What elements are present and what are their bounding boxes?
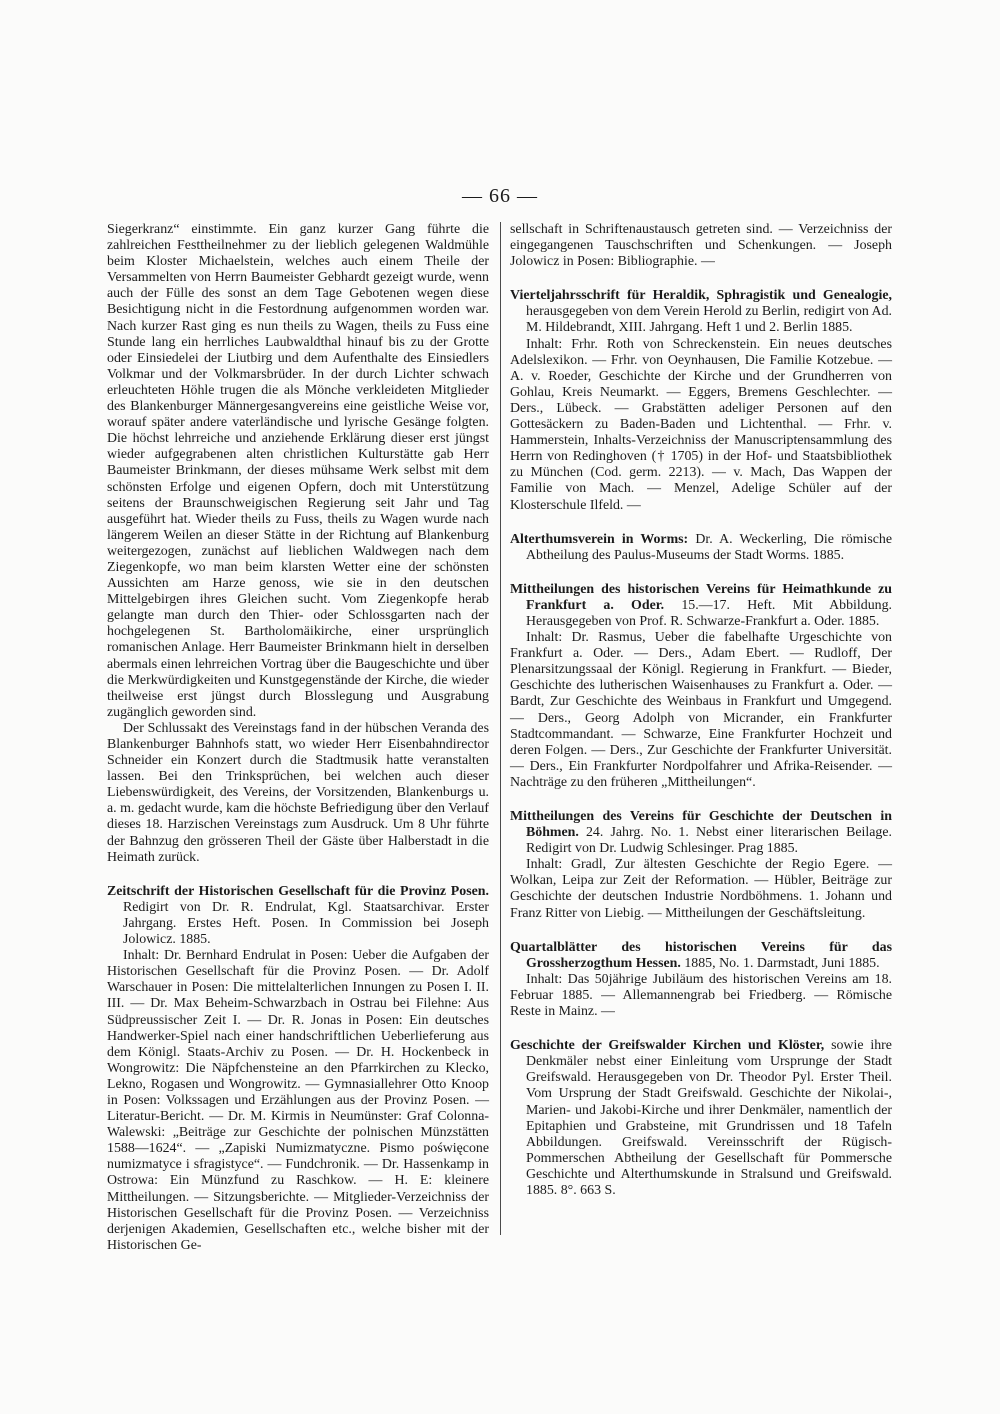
entry-title: Vierteljahrsschrift für Heraldik, Sphragistik und Genealogie, <box>510 288 892 304</box>
entry-details: 24. Jahrg. No. 1. Nebst einer literarischen Beilage. Redigirt von Dr. Ludwig Schlesinger. Prag 1885. <box>526 825 892 857</box>
bibliography-entry-frankfurt <box>510 582 892 791</box>
entry-heading <box>510 532 892 564</box>
entry-contents: Inhalt: Das 50jährige Jubiläum des historischen Vereins am 18. Februar 1885. — Allemannengrab bei Friedberg. — Römische Reste in Mainz. — <box>510 971 892 1020</box>
bibliography-entry-hessen <box>510 940 892 1020</box>
entry-title: Alterthumsverein in Worms: <box>510 531 689 547</box>
entry-details: Redigirt von Dr. R. Endrulat, Kgl. Staatsarchivar. Erster Jahrgang. Erstes Heft. Posen. In Commission bei Joseph Jolowicz. 1885. <box>123 899 489 948</box>
entry-heading <box>510 288 892 336</box>
column-divider <box>500 222 501 1235</box>
bibliography-entry-greifswald <box>510 1038 892 1199</box>
entry-contents: Inhalt: Frhr. Roth von Schreckenstein. Ein neues deutsches Adelslexikon. — Frhr. von Oeynhausen, Die Familie Kotzebue. — A. v. Roeder, Geschichte der Kirche und der Grundherren von Gohlau, Kreis Neumarkt. — Eggers, Bremens Geschlechter. — Ders., Lübeck. — Grabstätten adeliger Personen auf den Gottesäckern zu Baden-Baden und Lichtenthal. — Frhr. v. Hammerstein, Inhalts-Verzeichniss der Manuscriptensammlung des Herrn von Redinghoven († 1705) in der Hof- und Staatsbibliothek zu München (Cod. germ. 2213). — v. Mach, Das Wappen der Familie von Mach. — Menzel, Adelige Schüler auf der Klosterschule Ilfeld. — <box>510 336 892 513</box>
entry-contents: Inhalt: Dr. Bernhard Endrulat in Posen: Ueber die Aufgaben der Historischen Gesellschaft für die Provinz Posen. — Dr. Adolf Warschauer in Posen: Die mittelalterlichen Innungen zu Posen I. II. III. — Dr. Max Beheim-Schwarzbach in Ostrau bei Filehne: Aus Südpreussischer Zeit I. — Dr. R. Jonas in Posen: Ein deutsches Handwerker-Spiel nach einer handschriftlichen Ueberlieferung aus dem Königl. Staats-Archiv zu Posen. — Dr. H. Hockenbeck in Wongrowitz: Die Näpfchensteine an den Pfarrkirchen zu Klecko, Lekno, Rogasen und Wongrowitz. — Gymnasiallehrer Otto Knoop in Posen: Volkssagen und Erzählungen aus der Provinz Posen. — Literatur-Bericht. — Dr. M. Kirmis in Neumünster: Graf Colonna-Walewski: „Beiträge zur Geschichte der polnischen Münzstätten 1588—1624“. — „Zapiski Numizmatyczne. Pismo poświęcone numizmatyce i sfragistyce“. — Fundchronik. — Dr. Hassenkamp in Ostrowa: Ein Münzfund zu Raschkow. — H. E: kleinere Mittheilungen. — Sitzungsberichte. — Mitglieder-Verzeichniss der Historischen Gesellschaft für die Provinz Posen. — Verzeichniss derjenigen Akademien, Gesellschaften etc., welche bisher mit der Historischen Ge- <box>107 948 489 1253</box>
entry-details: Dr. A. Weckerling, Die römische Abtheilung des Paulus-Museums der Stadt Worms. 1885. <box>526 531 892 563</box>
entry-heading <box>510 940 892 972</box>
entry-details: 1885, No. 1. Darmstadt, Juni 1885. <box>684 955 880 971</box>
entry-title: Geschichte der Greifswalder Kirchen und Klöster, <box>510 1038 825 1054</box>
entry-contents: Inhalt: Dr. Rasmus, Ueber die fabelhafte Urgeschichte von Frankfurt a. Oder. — Ders., Adam Ebert. — Rudloff, Der Plenarsitzungssaal der Königl. Regierung in Frankfurt. — Bieder, Geschichte des lutherischen Waisenhauses zu Frankfurt a. Oder. — Bardt, Zur Geschichte des Weinbaus in Frankfurt und Umgegend. — Ders., Georg Adolph von Micrander, ein Frankfurter Stadtcommandant. — Schwarze, Eine Frankfurter Hochzeit und deren Folgen. — Ders., Zur Geschichte der Frankfurter Universität. — Ders., Ein Frankfurter Nordpolfahrer und Afrika-Reisender. — Nachträge zu den früheren „Mittheilungen“. <box>510 630 892 790</box>
paragraph: Der Schlussakt des Vereinstags fand in der hübschen Veranda des Blankenburger Bahnhofs statt, wo wieder Herr Eisenbahndirector Schneider ein Konzert durch die Stadtmusik hatte veranstalten lassen. Bei den Trinksprüchen, bei welchen auch dieser Liebenswürdigkeit, des Vereins, der Vorsitzenden, Blankenburgs u. a. m. gedacht wurde, kam die höchste Befriedigung über den Verlauf dieses 18. Harzischen Vereinstags zum Ausdruck. Um 8 Uhr führte der Bahnzug den grösseren Theil der Gäste über Halberstadt in die Heimath zurück. <box>107 720 489 865</box>
entry-contents: Inhalt: Gradl, Zur ältesten Geschichte der Regio Egere. — Wolkan, Leipa zur Zeit der Reformation. — Hübler, Beiträge zur Geschichte der deutschen Industrie Nordböhmens. 1. Johann und Franz Ritter von Liebig. — Mittheilungen der Geschäftsleitung. <box>510 857 892 921</box>
entry-heading <box>510 809 892 857</box>
entry-heading <box>510 1038 892 1199</box>
entry-title: Quartalblätter des historischen Vereins für das Grossherzogthum Hessen. <box>510 939 892 971</box>
entry-title: Mittheilungen des historischen Vereins für Heimathkunde zu Frankfurt a. Oder. <box>510 581 892 613</box>
paragraph: sellschaft in Schriftenaustausch getreten sind. — Verzeichniss der eingegangenen Tauschschriften und Schenkungen. — Joseph Jolowicz in Posen: Bibliographie. — <box>510 222 892 270</box>
bibliography-entry-posen <box>107 884 489 1254</box>
entry-title: Zeitschrift der Historischen Gesellschaft für die Provinz Posen. <box>107 883 489 899</box>
bibliography-entry-boehmen <box>510 809 892 922</box>
page-number: — 66 — <box>462 185 538 207</box>
paragraph: Siegerkranz“ einstimmte. Ein ganz kurzer Gang führte die zahlreichen Festtheilnehmer zu der lieblich gelegenen Waldmühle beim Kloster Michaelstein, welches auch einem Theile der Versammelten von Herrn Baumeister Gebhardt gezeigt wurde, wenn auch der Fülle des sonst an dem Tage Gebotenen wegen diese Besichtigung nicht in die Festordnung aufgenommen worden war. Nach kurzer Rast ging es nun theils zu Wagen, theils zu Fuss eine Stunde lang ein herrliches Laubwaldthal hinauf bis zu der Grotte oder Einsiedelei der Liutbirg und dem Aufenthalte des Einsiedlers Volkmar und der Volkmarsbrüder. In der durch Lichter schwach erleuchteten Höhle trugen die als Mönche verkleideten Mitglieder des Blankenburger Männergesangvereins eine geistliche Weise vor, worauf später andere vaterländische und lyrische Gesänge folgten. Die höchst lehrreiche und anziehende Erklärung dieser erst jüngst wieder aufgegrabenen alten christlichen Kulturstätte gab Herr Baumeister Brinkmann, der dieses mühsame Werk selbst mit dem schönsten Erfolge und eigenen Opfern, doch mit Unterstützung seitens der Braunschweigischen Regierung seit Jahr und Tag ausgeführt hat. Wieder theils zu Fuss, theils zu Wagen wurde nach längerem Weilen an dieser Stätte in der Richtung auf Blankenburg weitergezogen, zunächst auf lieblichen Waldwegen nach dem Ziegenkopfe, wo man beim klarsten Wetter eine der schönsten Aussichten am Harze genoss, wie sie in den deutschen Mittelgebirgen ihres Gleichen sucht. Vom Ziegenkopfe herab gelangte man durch den Thier- oder Schlossgarten nach der hochgelegenen St. Bartholomäikirche, einer ursprünglich romanischen Anlage. Herr Baumeister Brinkmann hielt in derselben abermals einen lehrreichen Vortrag über die Baugeschichte und über die Merkwürdigkeiten und Kunstgegenstände der Kirche, die wieder theilweise erst jüngst durch Blosslegung und Ausgrabung zugänglich geworden sind. <box>107 222 489 720</box>
bibliography-entry-heraldik <box>510 288 892 513</box>
entry-details: sowie ihre Denkmäler nebst einer Einleitung vom Ursprunge der Stadt Greifswald. Herausgegeben von Dr. Theodor Pyl. Erster Theil. Vom Ursprung der Stadt Greifswald. Geschichte der Nikolai-, Marien- und Jakobi-Kirche und ihrer Denkmäler, namentlich der Epitaphien und Grabsteine, mit Grundrissen und 18 Tafeln Abbildungen. Greifswald. Vereinsschrift der Rügisch-Pommerschen Abtheilung der Gesellschaft für Pommersche Geschichte und Alterthumskunde in Stralsund und Greifswald. 1885. 8°. 663 S. <box>526 1038 892 1198</box>
right-column <box>510 222 892 1199</box>
entry-heading <box>510 582 892 630</box>
entry-details: 15.—17. Heft. Mit Abbildung. Herausgegeben von Prof. R. Schwarze-Frankfurt a. Oder. 1885. <box>526 597 893 629</box>
bibliography-entry-worms <box>510 532 892 564</box>
entry-details: herausgegeben von dem Verein Herold zu Berlin, redigirt von Ad. M. Hildebrandt, XIII. Jahrgang. Heft 1 und 2. Berlin 1885. <box>526 304 892 336</box>
entry-heading <box>107 884 489 948</box>
entry-title: Mittheilungen des Vereins für Geschichte der Deutschen in Böhmen. <box>510 809 892 841</box>
left-column <box>107 222 489 1254</box>
